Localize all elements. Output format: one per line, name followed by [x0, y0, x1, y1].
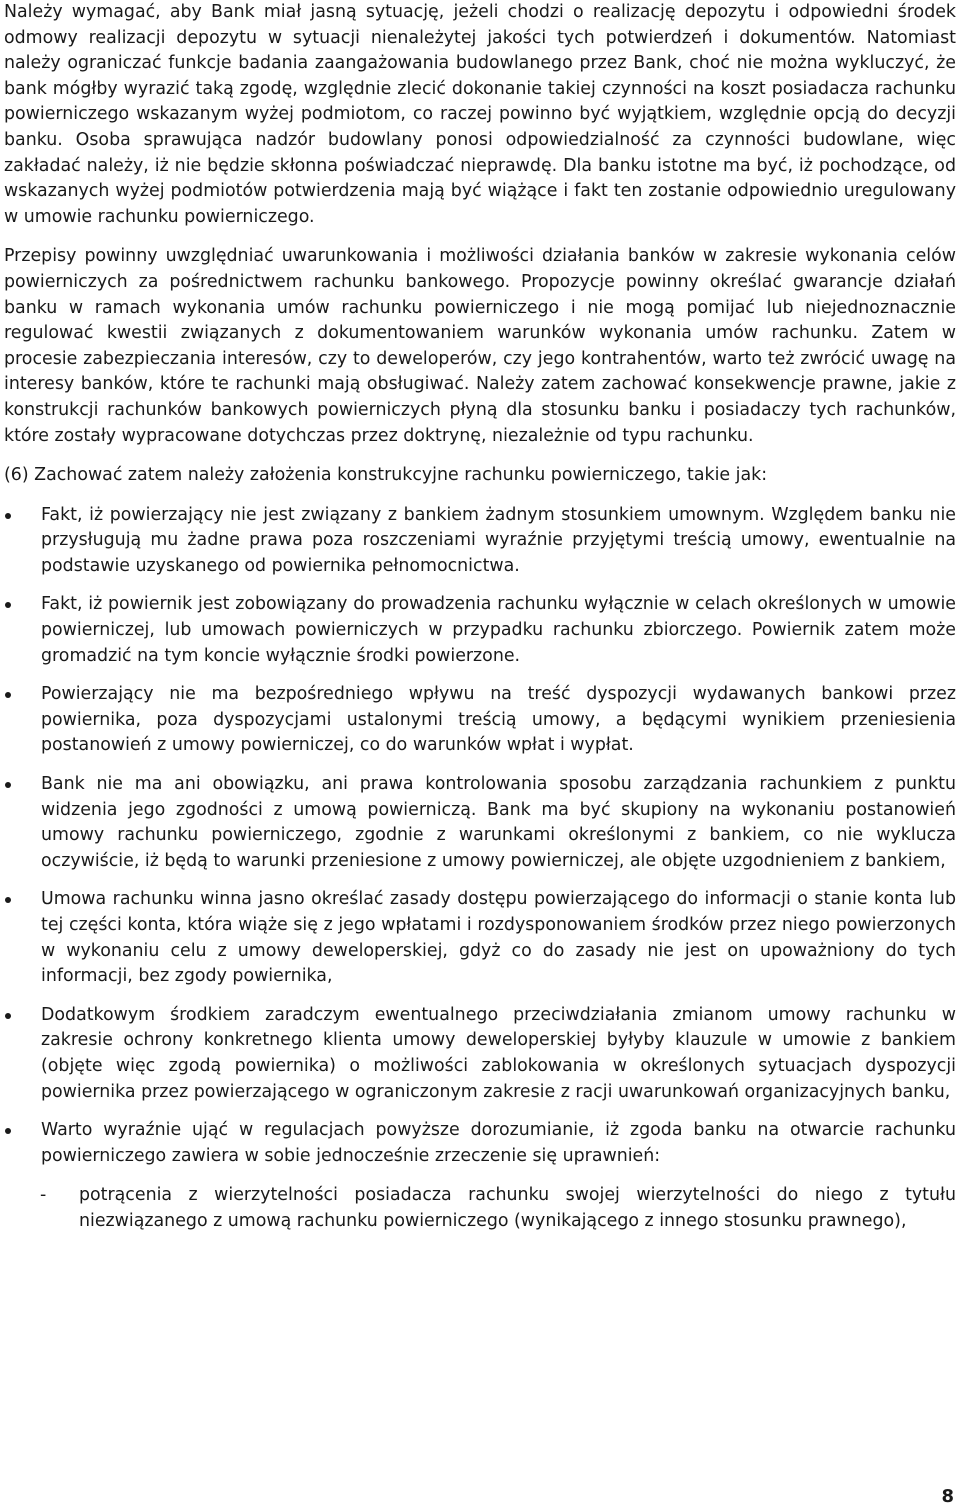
- list-item-text: Bank nie ma ani obowiązku, ani prawa kontrolowania sposobu zarządzania rachunkiem z punktu widzenia jego zgodności z umową powierniczą. Bank ma być skupiony na wykonaniu postanowień umowy rachunku powierniczego, zgodnie z warunkami określonymi z bankiem, co nie wyklucza oczywiście, iż będą to warunki przeniesione z umowy powierniczej, ale objęte uzgodnieniem z bankiem,: [41, 774, 956, 871]
- list-item: [4, 592, 956, 669]
- dash-marker: -: [40, 1185, 47, 1206]
- paragraph-2: Przepisy powinny uwzględniać uwarunkowania i możliwości działania banków w zakresie wykonania celów powierniczych za pośrednictwem rachunku bankowego. Propozycje powinny określać gwarancje działań banku w ramach wykonania umów rachunku powierniczego i nie mogą pomijać lub niejednoznacznie regulować kwestii związanych z dokumentowaniem warunków wykonania umów rachunku. Zatem w procesie zabezpieczania interesów, czy to deweloperów, czy jego kontrahentów, warto też zwrócić uwagę na interesy banków, które te rachunki mają obsługiwać. Należy zatem zachować konsekwencje prawne, jakie z konstrukcji rachunków bankowych powierniczych płyną dla stosunku banku i posiadaczy tych rachunków, które zostały wypracowane dotychczas przez doktrynę, niezależnie od typu rachunku.: [4, 246, 956, 446]
- list-item-text: Umowa rachunku winna jasno określać zasady dostępu powierzającego do informacji o stanie konta lub tej części konta, która wiąże się z jego wpłatami i rozdysponowaniem środków przez niego powierzonych w wykonaniu celu z umowy deweloperskiej, gdyż co do zasady nie jest on upoważniony do tych informacji, bez zgody powiernika,: [41, 889, 956, 987]
- bullet-icon: [5, 602, 11, 608]
- list-item-text: Powierzający nie ma bezpośredniego wpływu na treść dyspozycji wydawanych bankowi przez powiernika, poza dyspozycjami ustalonymi treścią umowy, a będącymi wynikiem przeniesienia postanowień z umowy powierniczej, co do warunków wpłat i wypłat.: [41, 684, 956, 756]
- list-item-text: Fakt, iż powiernik jest zobowiązany do prowadzenia rachunku wyłącznie w celach określonych w umowie powierniczej, lub umowach powierniczych w przypadku rachunku zbiorczego. Powiernik zatem może gromadzić na tym koncie wyłącznie środki powierzone.: [41, 594, 956, 666]
- list-item: [4, 887, 956, 989]
- page-number: 8: [941, 1486, 954, 1507]
- paragraph-1: Należy wymagać, aby Bank miał jasną sytuację, jeżeli chodzi o realizację depozytu i odpowiedni środek odmowy realizacji depozytu w sytuacji nienależytej jakości tych potwierdzeń i dokumentów. Natomiast należy ograniczać funkcje badania zaangażowania budowlanego przez Bank, choć nie można wykluczyć, że bank mógłby wyrazić taką zgodę, względnie zlecić dokonanie takiej czynności na koszt posiadacza rachunku powierniczego wskazanym wyżej podmiotom, co raczej powinno być wyjątkiem, względnie opcją do decyzji banku. Osoba sprawująca nadzór budowlany ponosi odpowiedzialność za czynności budowlane, więc zakładać należy, iż nie będzie skłonna poświadczać nieprawdę. Dla banku istotne ma być, iż pochodzące, od wskazanych wyżej podmiotów potwierdzenia mają być wiążące i fakt ten zostanie odpowiednio uregulowany w umowie rachunku powierniczego.: [4, 2, 956, 227]
- list-item: [4, 503, 956, 580]
- document-page: [4, 0, 956, 1235]
- list-item: [4, 1118, 956, 1169]
- list-item-text: Fakt, iż powierzający nie jest związany z bankiem żadnym stosunkiem umownym. Względem banku nie przysługują mu żadne prawa poza roszczeniami wyraźnie przyjętymi treścią umowy, ewentualnie na podstawie uzyskanego od powiernika pełnomocnictwa.: [41, 504, 956, 576]
- bullet-icon: [5, 692, 11, 698]
- bullet-icon: [5, 1128, 11, 1134]
- dash-item-text: potrącenia z wierzytelności posiadacza rachunku swojej wierzytelności do niego z tytułu niezwiązanego z umową rachunku powierniczego (wynikającego z innego stosunku prawnego),: [79, 1185, 956, 1231]
- list-intro: (6) Zachować zatem należy założenia konstrukcyjne rachunku powierniczego, takie jak:: [4, 465, 768, 486]
- bullet-list: [4, 503, 956, 1170]
- bullet-icon: [5, 897, 11, 903]
- list-item: [4, 1003, 956, 1105]
- bullet-icon: [5, 513, 11, 519]
- dash-list-item: [4, 1183, 956, 1234]
- bullet-icon: [5, 782, 11, 788]
- list-item-text: Dodatkowym środkiem zaradczym ewentualnego przeciwdziałania zmianom umowy rachunku w zakresie ochrony konkretnego klienta umowy deweloperskiej byłyby klauzule w umowie z bankiem (objęte więc zgodą powiernika) o możliwości zablokowania w określonych sytuacjach dyspozycji powiernika przez powierzającego w ograniczonym zakresie z racji uwarunkowań organizacyjnych banku,: [41, 1004, 956, 1102]
- list-item: [4, 772, 956, 874]
- list-item-text: Warto wyraźnie ująć w regulacjach powyższe dorozumianie, iż zgoda banku na otwarcie rachunku powierniczego zawiera w sobie jednocześnie zrzeczenie się uprawnień:: [41, 1120, 956, 1166]
- bullet-icon: [5, 1013, 11, 1019]
- list-item: [4, 682, 956, 759]
